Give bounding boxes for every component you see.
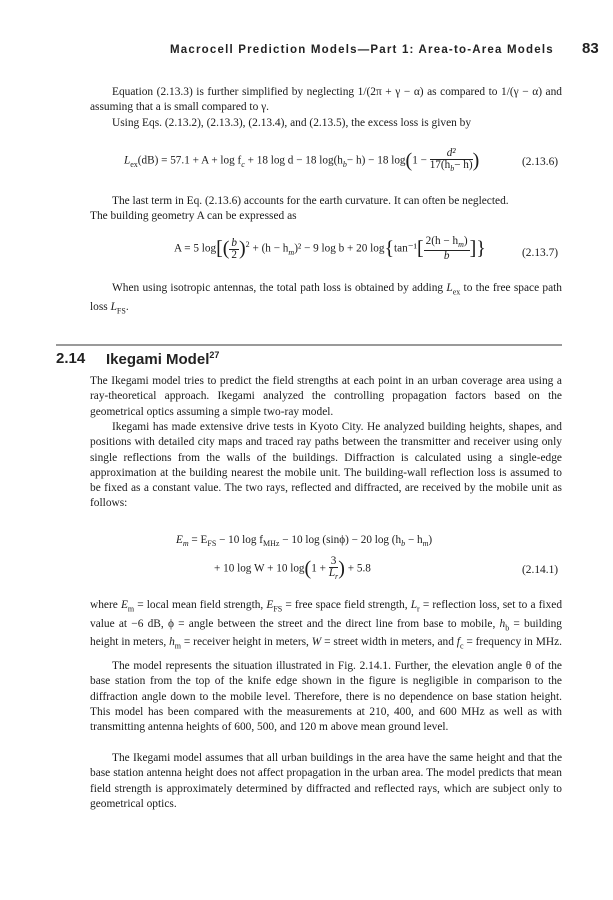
paragraph-earth-curvature: The last term in Eq. (2.13.6) accounts for the earth curvature. It can often be neglected. [112, 195, 509, 207]
paragraph-ikegami-intro: The Ikegami model tries to predict the field strengths at each point in an urban coverage area using a ray-theoretical approach. Ikegami analyzed the controlling propagation factors based on the geometrical optics assuming a simple two-ray model. [90, 375, 562, 418]
section-title: Ikegami Model$^{27}$ [106, 350, 220, 368]
equation-number-2-13-7: (2.13.7) [522, 247, 559, 259]
equation-number-2-13-6: (2.13.6) [522, 156, 559, 168]
section-number: 2.14 [56, 350, 86, 367]
equation-2-14-1-line1: $E_m = E_{FS} - 10$ $\log f_{MHz} - 10$ log (sinϕ) − 20 $\log (h_b - h_m)$ [176, 534, 433, 549]
equation-2-13-7: A = 5 log[( $\frac{b}{2}$ )$^2 + (h - h_m)^2 - 9$ log b + 20 log{tan⁻¹[ $\frac{2(h - h_m)}{b}$ ]} [174, 235, 486, 263]
equation-2-14-1-line2: + 10 log W + 10 log(1 + $\frac{3}{L_r}$ ) + 5.8 [214, 555, 371, 582]
section-rule [56, 344, 562, 346]
paragraph-building-geometry: The building geometry A can be expressed as [90, 210, 297, 222]
page-number: 83 [582, 40, 599, 57]
equation-2-13-6: $L_{ex}(dB) = 57.1 + A + \log f_c + 18$ log d − 18 $\log(h_b- h) - 18$ log(1 − $\frac{\text{d²}}{17(h_b- h)}$ ) [124, 147, 480, 174]
paragraph-isotropic: When using isotropic antennas, the total path loss is obtained by adding $L_{ex}$ to the free space path loss $L_{FS}$. [90, 282, 562, 315]
paragraph-drive-tests: Ikegami has made extensive drive tests in Kyoto City. He analyzed building heights, shapes, and positions with detailed city maps and traced ray paths between the transmitter and receiver using only single reflections from the walls of the buildings. Diffraction is calculated using a single-edge approximation at the building nearest the mobile unit. The building-wall reflection loss is assumed to be fixed as a constant value. The two rays, reflected and diffracted, are received by the mobile unit as follows: [90, 421, 562, 510]
paragraph-intro: Equation (2.13.3) is further simplified by neglecting 1/(2π + γ − α) as compared to 1/(γ − α) and assuming that a is small compared to γ. [90, 86, 562, 114]
paragraph-where-definitions: where $E_m$ = local mean field strength, $E_{FS}$ = free space field strength, $L_r$ = reflection loss, set to a fixed value at −6 dB, ϕ = angle between the street and the direct line from base to mobile, $h_b$ = building height in meters, $h_m$ = receiver height in meters, W = street width in meters, and $f_c$ = frequency in MHz. [90, 599, 563, 651]
paragraph-assumptions: The Ikegami model assumes that all urban buildings in the area have the same height and that the base station antenna height does not affect propagation in the urban area. The model predicts that mean field strength is approximately determined by diffracted and reflected rays, which are subject only to geometrical optics. [90, 752, 562, 810]
running-head: Macrocell Prediction Models—Part 1: Area-to-Area Models [170, 44, 554, 56]
paragraph-situation: The model represents the situation illustrated in Fig. 2.14.1. Further, the elevation angle θ of the base station from the top of the knife edge shown in the figure is negligible in comparison to the diffraction angle down to the mobile level. Therefore, there is no dependence on base station height. This model has been compared with the measurements at 210, 400, and 600 MHz as well as with transmitting antenna heights of 600, 500, and 120 m above mean ground level. [90, 660, 562, 734]
paragraph-excess-loss: Using Eqs. (2.13.2), (2.13.3), (2.13.4), and (2.13.5), the excess loss is given by [112, 117, 472, 129]
equation-number-2-14-1: (2.14.1) [522, 564, 559, 576]
